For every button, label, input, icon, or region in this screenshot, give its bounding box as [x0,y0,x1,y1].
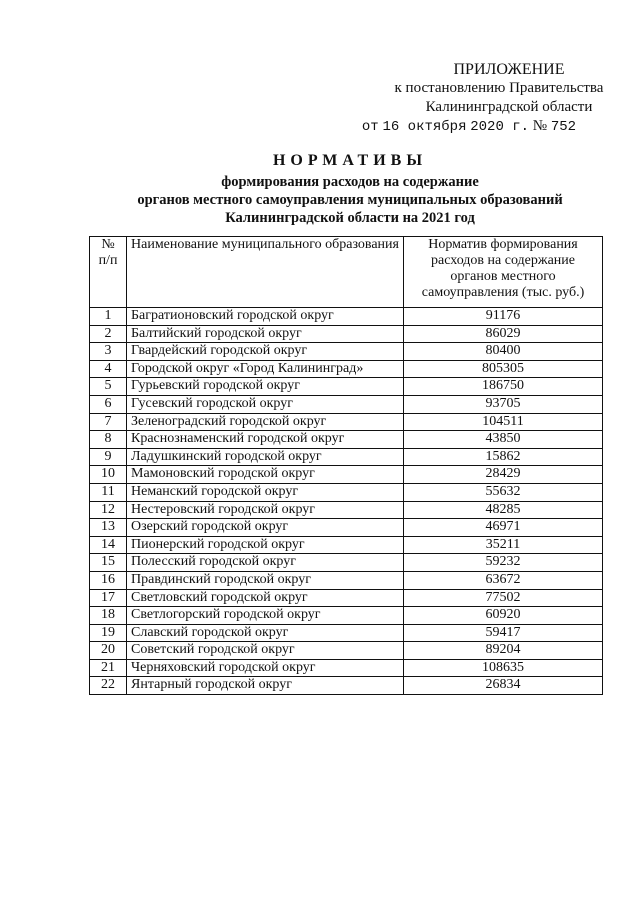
row-num: 3 [90,343,127,361]
row-value: 26834 [404,677,603,695]
row-num: 18 [90,607,127,625]
row-name: Советский городской округ [127,642,404,660]
decree-year: 2020 г. [470,119,530,135]
table-row [90,466,603,484]
table-row [90,571,603,589]
header-num: № п/п [90,237,127,308]
row-num: 16 [90,571,127,589]
row-value: 104511 [404,413,603,431]
row-num: 14 [90,536,127,554]
row-value: 59232 [404,554,603,572]
row-value: 63672 [404,571,603,589]
row-num: 10 [90,466,127,484]
decree-date: 16 октября [382,119,467,135]
date-prefix: от [361,119,379,135]
row-num: 13 [90,519,127,537]
row-value: 89204 [404,642,603,660]
row-name: Багратионовский городской округ [127,308,404,326]
table-row [90,624,603,642]
table-row [90,607,603,625]
row-num: 17 [90,589,127,607]
table-row [90,413,603,431]
row-name: Городской округ «Город Калининград» [127,360,404,378]
row-value: 108635 [404,659,603,677]
row-num: 8 [90,431,127,449]
table-header-row [90,237,603,308]
row-value: 55632 [404,483,603,501]
row-name: Янтарный городской округ [127,677,404,695]
row-name: Славский городской округ [127,624,404,642]
row-name: Озерский городской округ [127,519,404,537]
table-row [90,536,603,554]
row-num: 6 [90,395,127,413]
row-value: 15862 [404,448,603,466]
row-name: Гусевский городской округ [127,395,404,413]
heading-line-2: органов местного самоуправления муниципальных образований [137,192,563,208]
table-row [90,659,603,677]
row-name: Зеленоградский городской округ [127,413,404,431]
table-row [90,519,603,537]
row-num: 15 [90,554,127,572]
row-value: 60920 [404,607,603,625]
row-num: 12 [90,501,127,519]
table-row [90,501,603,519]
heading-line-1: формирования расходов на содержание [221,174,479,190]
row-num: 1 [90,308,127,326]
heading-line-3: Калининградской области на 2021 год [225,210,475,226]
row-name: Нестеровский городской округ [127,501,404,519]
table-row [90,448,603,466]
appendix-region-line: Калининградской области [425,99,593,115]
row-value: 28429 [404,466,603,484]
table-body [90,308,603,695]
row-name: Гурьевский городской округ [127,378,404,396]
appendix-decree-line: к постановлению Правительства [394,80,604,96]
table-row [90,325,603,343]
table-row [90,642,603,660]
header-name: Наименование муниципального образования [127,237,404,308]
row-name: Светлогорский городской округ [127,607,404,625]
row-value: 86029 [404,325,603,343]
row-value: 186750 [404,378,603,396]
heading-title: НОРМАТИВЫ [272,152,428,169]
row-num: 21 [90,659,127,677]
norms-table [89,236,603,695]
row-name: Гвардейский городской округ [127,343,404,361]
row-num: 2 [90,325,127,343]
table-row [90,589,603,607]
table-row [90,431,603,449]
number-sign: № [532,118,548,134]
table-row [90,395,603,413]
row-value: 805305 [404,360,603,378]
table-row [90,378,603,396]
appendix-date-line [330,117,608,137]
row-name: Краснознаменский городской округ [127,431,404,449]
row-num: 5 [90,378,127,396]
row-num: 7 [90,413,127,431]
header-value: Норматив формирования расходов на содержание органов местного самоуправления (тыс. руб.) [404,237,603,308]
table-row [90,677,603,695]
row-name: Балтийский городской округ [127,325,404,343]
row-num: 20 [90,642,127,660]
row-value: 80400 [404,343,603,361]
row-num: 19 [90,624,127,642]
row-name: Ладушкинский городской округ [127,448,404,466]
table-row [90,343,603,361]
row-value: 93705 [404,395,603,413]
row-value: 77502 [404,589,603,607]
row-num: 4 [90,360,127,378]
row-value: 46971 [404,519,603,537]
row-name: Мамоновский городской округ [127,466,404,484]
row-value: 59417 [404,624,603,642]
row-num: 22 [90,677,127,695]
table-row [90,483,603,501]
table-row [90,308,603,326]
row-value: 48285 [404,501,603,519]
decree-number: 752 [550,119,577,135]
table-row [90,360,603,378]
row-value: 35211 [404,536,603,554]
row-name: Светловский городской округ [127,589,404,607]
table-row [90,554,603,572]
row-name: Черняховский городской округ [127,659,404,677]
row-name: Правдинский городской округ [127,571,404,589]
row-name: Неманский городской округ [127,483,404,501]
document-heading [90,152,610,227]
row-name: Пионерский городской округ [127,536,404,554]
row-num: 9 [90,448,127,466]
row-value: 43850 [404,431,603,449]
row-name: Полесский городской округ [127,554,404,572]
appendix-title: ПРИЛОЖЕНИЕ [453,61,565,78]
row-value: 91176 [404,308,603,326]
appendix-block [330,60,608,137]
row-num: 11 [90,483,127,501]
